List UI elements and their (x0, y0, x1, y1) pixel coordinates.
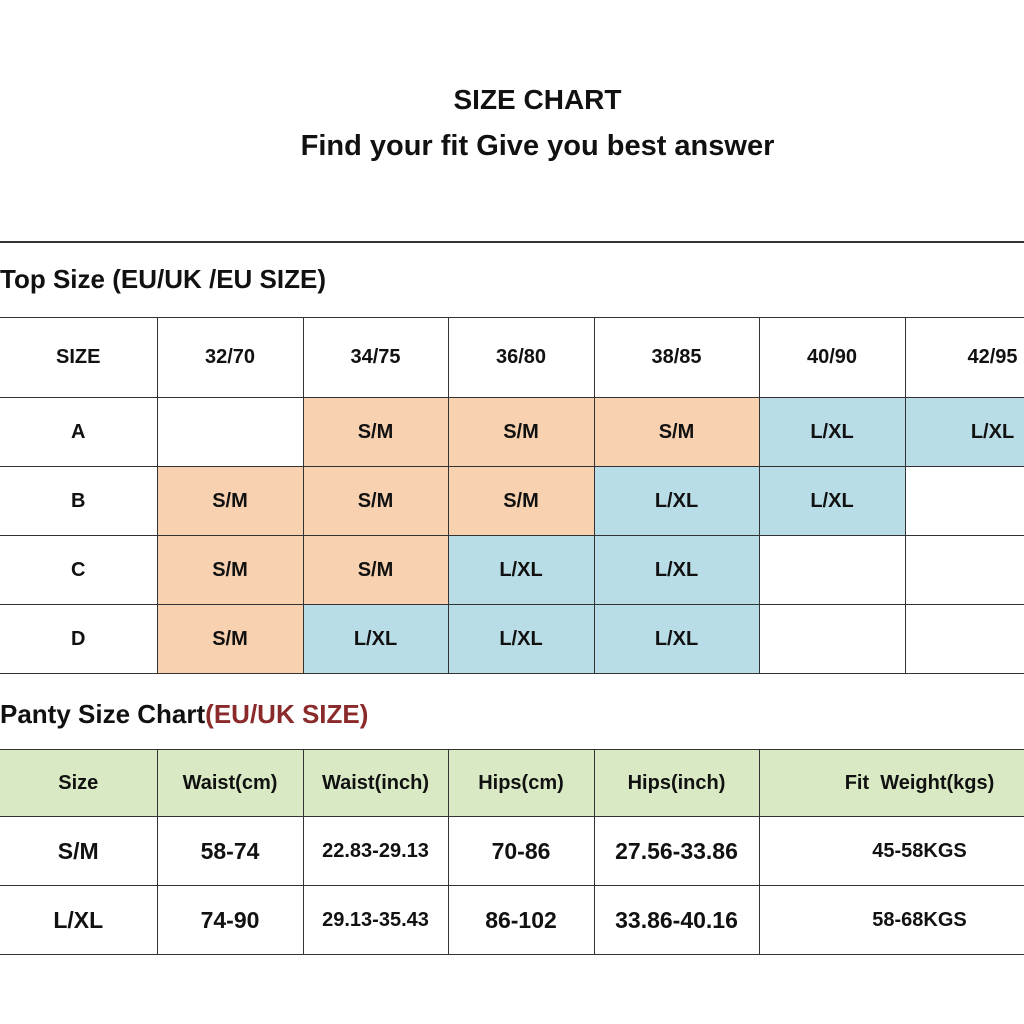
page-subtitle: Find your fit Give you best answer (300, 130, 775, 162)
panty-header-cell: Hips(cm) (448, 750, 594, 817)
panty-header-cell: Waist(inch) (303, 750, 448, 817)
top-size-header-cell: 36/80 (448, 318, 594, 398)
size-cell: S/M (448, 467, 594, 536)
panty-cell: 45-58KGS (759, 817, 1024, 886)
panty-cell: 74-90 (157, 886, 303, 955)
panty-header-cell: Fit Weight(kgs) (759, 750, 1024, 817)
size-cell (905, 605, 1024, 674)
size-cell (759, 536, 905, 605)
size-cell: L/XL (759, 398, 905, 467)
size-cell: S/M (303, 467, 448, 536)
panty-cell: 58-74 (157, 817, 303, 886)
size-cell: S/M (448, 398, 594, 467)
divider (0, 241, 1024, 243)
page-title: SIZE CHART (453, 84, 622, 115)
cup-label: B (0, 467, 157, 536)
table-row (0, 467, 1024, 536)
panty-cell: 70-86 (448, 817, 594, 886)
top-size-header-row (0, 318, 1024, 398)
cup-label: C (0, 536, 157, 605)
panty-cell: 58-68KGS (759, 886, 1024, 955)
panty-cell: 29.13-35.43 (303, 886, 448, 955)
panty-header-cell: Hips(inch) (594, 750, 759, 817)
size-cell: S/M (303, 398, 448, 467)
table-row (0, 605, 1024, 674)
top-size-header-cell: SIZE (0, 318, 157, 398)
panty-title-accent: (EU/UK SIZE) (205, 699, 369, 729)
panty-title-main: Panty Size Chart (0, 699, 206, 729)
size-cell: L/XL (594, 536, 759, 605)
size-cell: S/M (157, 467, 303, 536)
top-size-header-cell: 40/90 (759, 318, 905, 398)
size-cell (759, 605, 905, 674)
top-size-header-cell: 38/85 (594, 318, 759, 398)
table-row (0, 886, 1024, 955)
cup-label: D (0, 605, 157, 674)
panty-cell: 22.83-29.13 (303, 817, 448, 886)
cup-label: A (0, 398, 157, 467)
size-cell: S/M (157, 536, 303, 605)
size-cell: S/M (594, 398, 759, 467)
size-cell (157, 398, 303, 467)
size-cell (905, 536, 1024, 605)
size-cell: S/M (303, 536, 448, 605)
size-cell: L/XL (448, 536, 594, 605)
panty-cell: L/XL (0, 886, 157, 955)
top-size-header-cell: 32/70 (157, 318, 303, 398)
panty-header-cell: Waist(cm) (157, 750, 303, 817)
size-cell: L/XL (594, 605, 759, 674)
panty-size-header-row (0, 750, 1024, 817)
size-cell: L/XL (594, 467, 759, 536)
panty-size-section-title (0, 699, 368, 730)
table-row (0, 398, 1024, 467)
panty-size-table (0, 749, 1024, 955)
top-size-header-cell: 42/95 (905, 318, 1024, 398)
top-size-table (0, 317, 1024, 674)
table-row (0, 536, 1024, 605)
size-cell: L/XL (448, 605, 594, 674)
top-size-section-title: Top Size (EU/UK /EU SIZE) (0, 264, 326, 294)
size-cell: L/XL (303, 605, 448, 674)
panty-cell: S/M (0, 817, 157, 886)
panty-cell: 33.86-40.16 (594, 886, 759, 955)
panty-cell: 27.56-33.86 (594, 817, 759, 886)
panty-header-cell: Size (0, 750, 157, 817)
size-cell: L/XL (759, 467, 905, 536)
size-cell: S/M (157, 605, 303, 674)
size-cell: L/XL (905, 398, 1024, 467)
size-cell (905, 467, 1024, 536)
table-row (0, 817, 1024, 886)
top-size-header-cell: 34/75 (303, 318, 448, 398)
panty-cell: 86-102 (448, 886, 594, 955)
